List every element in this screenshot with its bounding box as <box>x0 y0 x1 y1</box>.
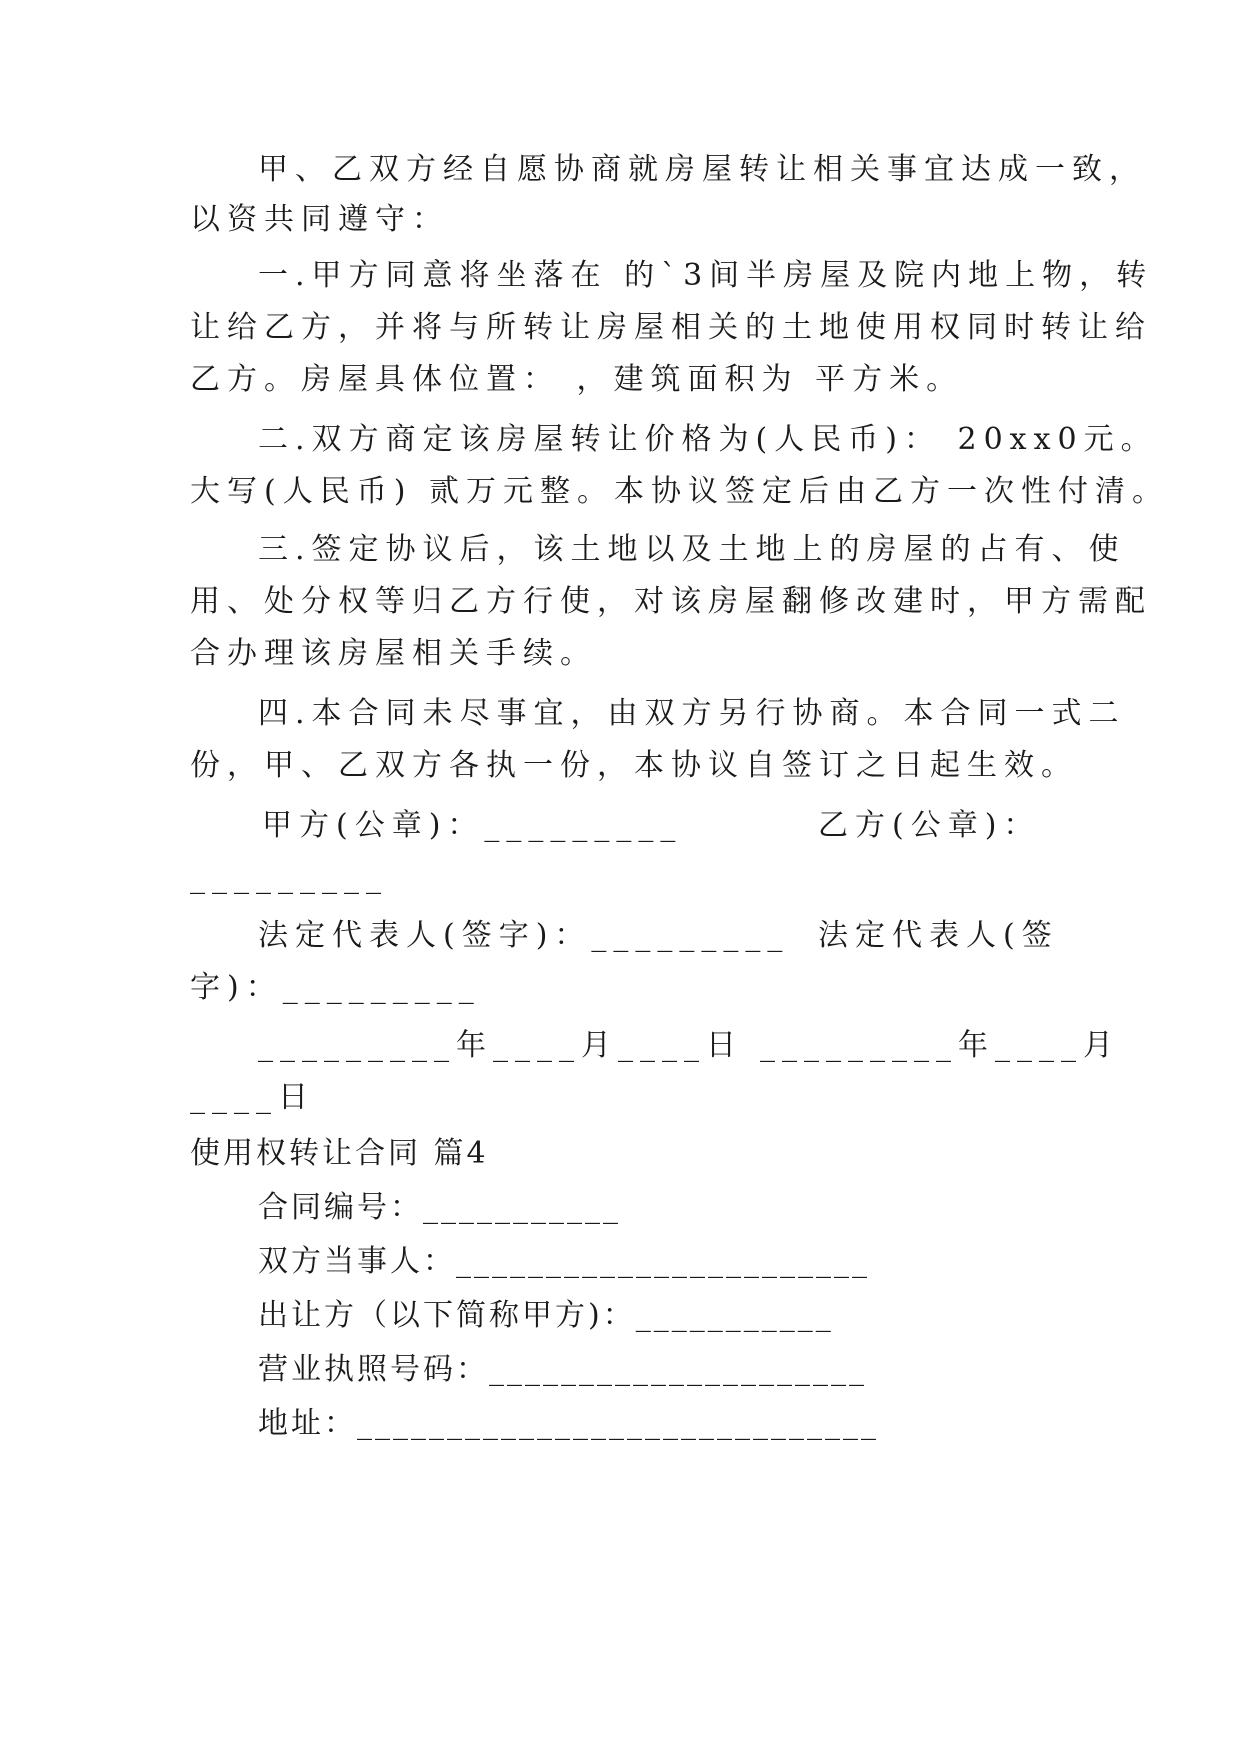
contract-number-field: 合同编号：___________ <box>258 1190 621 1225</box>
party-b-seal: 乙方(公章)： <box>818 808 1041 843</box>
clause-1-line-1: 一.甲方同意将坐落在 的`3间半房屋及院内地上物，转 <box>258 258 1154 293</box>
party-b-seal-blank: _________ <box>190 860 388 895</box>
clause-2-line-2: 大写(人民币) 贰万元整。本协议签定后由乙方一次性付清。 <box>190 474 1169 509</box>
rep-b-signature-cont: 字)：_________ <box>190 970 481 1005</box>
rep-a-signature: 法定代表人(签字)：_________ <box>258 918 790 953</box>
clause-4-line-2: 份，甲、乙双方各执一份，本协议自签订之日起生效。 <box>190 748 1078 783</box>
date-a: _________年____月____日 <box>258 1028 743 1063</box>
parties-field: 双方当事人：_______________________ <box>258 1244 870 1279</box>
party-a-seal: 甲方(公章)：_________ <box>262 808 683 843</box>
clause-3-line-3: 合办理该房屋相关手续。 <box>190 636 597 671</box>
clause-1-line-3: 乙方。房屋具体位置： ，建筑面积为 平方米。 <box>190 362 964 397</box>
section-title: 使用权转让合同 篇4 <box>190 1136 489 1171</box>
date-b: _________年____月 <box>760 1028 1120 1063</box>
intro-line-1: 甲、乙双方经自愿协商就房屋转让相关事宜达成一致， <box>258 152 1146 187</box>
date-b-cont: ____日 <box>190 1080 315 1115</box>
clause-3-line-1: 三.签定协议后，该土地以及土地上的房屋的占有、使 <box>258 532 1126 567</box>
rep-b-signature: 法定代表人(签 <box>818 918 1059 953</box>
clause-1-line-2: 让给乙方，并将与所转让房屋相关的土地使用权同时转让给 <box>190 310 1152 345</box>
intro-line-2: 以资共同遵守： <box>190 202 449 237</box>
clause-4-line-1: 四.本合同未尽事宜，由双方另行协商。本合同一式二 <box>258 696 1126 731</box>
license-number-field: 营业执照号码：_____________________ <box>258 1352 867 1387</box>
clause-3-line-2: 用、处分权等归乙方行使，对该房屋翻修改建时，甲方需配 <box>190 584 1152 619</box>
address-field: 地址：_____________________________ <box>258 1406 879 1441</box>
grantor-field: 出让方（以下简称甲方)：___________ <box>258 1298 834 1333</box>
clause-2-line-1: 二.双方商定该房屋转让价格为(人民币)： 20xx0元。 <box>258 422 1158 457</box>
